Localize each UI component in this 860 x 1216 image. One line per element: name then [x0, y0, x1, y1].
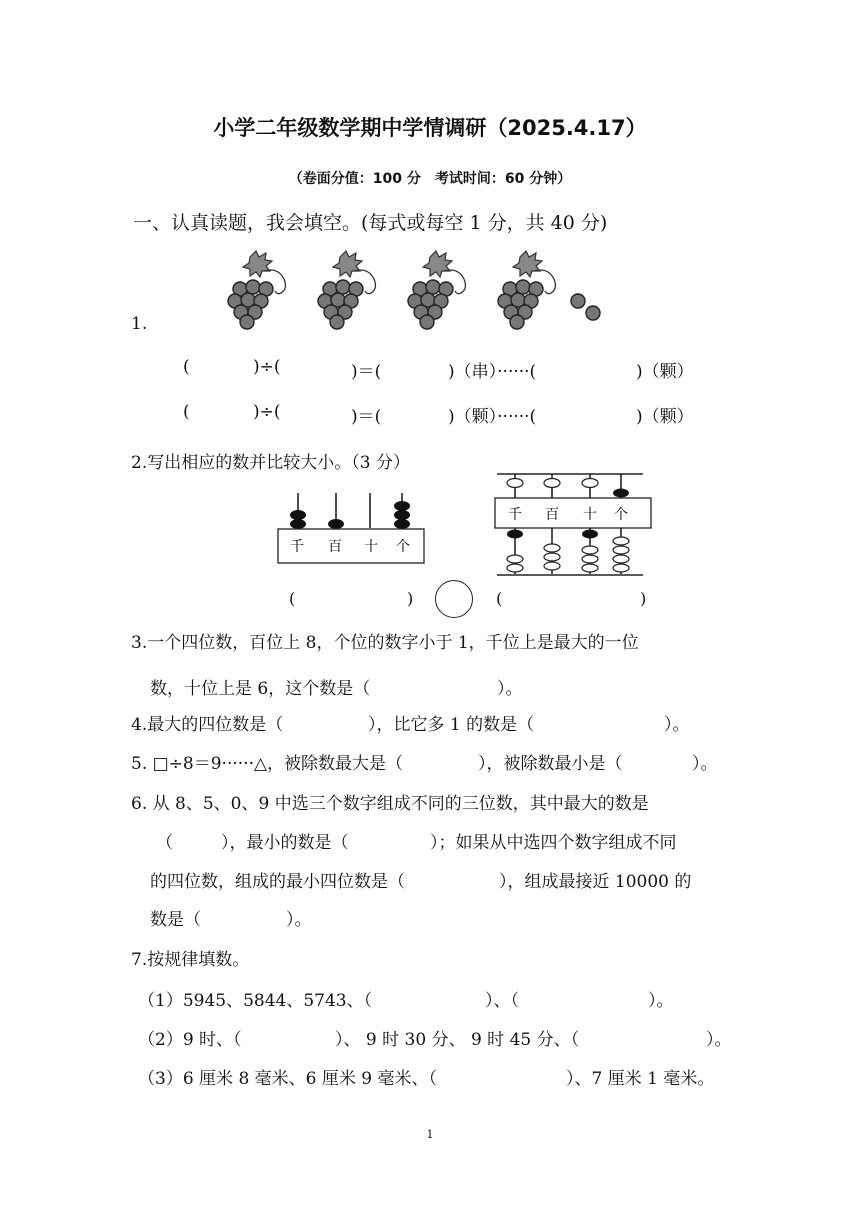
- q4-c: ）。: [664, 715, 690, 735]
- exam-info: （卷面分值：100 分 考试时间：60 分钟）: [288, 171, 572, 187]
- q6-line2-c: ）；如果从中选四个数字组成不同: [430, 833, 677, 853]
- q6-line2-b: ），最小的数是（: [221, 833, 349, 853]
- q6-line3-b: ），组成最接近 10000 的: [499, 872, 692, 892]
- answer-paren-right-open: (: [496, 589, 503, 608]
- q6-line3-a: 的四位数，组成的最小四位数是（: [150, 872, 405, 892]
- q7-s2-b: ）、 9 时 30 分、 9 时 45 分、（: [335, 1030, 580, 1050]
- section-heading: 一、认真读题，我会填空。(每式或每空 1 分，共 40 分): [133, 212, 608, 234]
- loose-grape: [586, 306, 600, 320]
- loose-grape: [571, 294, 585, 308]
- q3-line2-b: ）。: [497, 679, 523, 699]
- page-number: 1: [426, 1128, 434, 1141]
- abacus-left: [275, 488, 430, 568]
- answer-paren-right-close: ): [640, 589, 647, 608]
- q1-row1: ( )÷( )＝( )（串）······( )（颗）: [183, 357, 694, 382]
- q5-a: 5. □÷8＝9······△，被除数最大是（: [131, 754, 404, 774]
- q7-s1-a: （1）5945、5844、5743、（: [138, 991, 373, 1011]
- page-title: 小学二年级数学期中学情调研（2025.4.17）: [213, 116, 647, 140]
- svg-text:十: 十: [583, 507, 597, 523]
- q7-s1-c: ）。: [648, 991, 674, 1011]
- q5-b: ），被除数最小是（: [478, 754, 623, 774]
- q6-line1: 6. 从 8、5、0、9 中选三个数字组成不同的三位数，其中最大的数是: [131, 794, 649, 814]
- grapes-illustration: [215, 245, 615, 330]
- q6-line2-a: （: [156, 833, 173, 853]
- abacus-right: [493, 472, 663, 582]
- svg-text:个: 个: [614, 507, 628, 523]
- q1-number: 1.: [131, 314, 148, 334]
- grape-bunch: [228, 251, 285, 329]
- q4-b: ），比它多 1 的数是（: [368, 715, 535, 735]
- q1-row2: ( )÷( )＝( )（颗）······( )（颗）: [183, 402, 694, 427]
- q2-text: 2.写出相应的数并比较大小。（3 分）: [131, 453, 410, 473]
- svg-text:个: 个: [396, 539, 410, 555]
- q3-line1: 3.一个四位数，百位上 8，个位的数字小于 1，千位上是最大的一位: [131, 633, 639, 653]
- q3-line2-a: 数，十位上是 6，这个数是（: [150, 679, 371, 699]
- svg-text:百: 百: [545, 507, 559, 523]
- q6-line4-a: 数是（: [150, 910, 201, 930]
- grape-bunch: [498, 251, 555, 329]
- q7-s2-c: ）。: [706, 1030, 732, 1050]
- svg-text:十: 十: [364, 539, 378, 555]
- q7-s1-b: ）、（: [485, 991, 519, 1011]
- q7-s3-a: （3）6 厘米 8 毫米、6 厘米 9 毫米、（: [138, 1069, 438, 1089]
- svg-text:百: 百: [328, 539, 342, 555]
- q7-s3-b: ）、7 厘米 1 毫米。: [566, 1069, 715, 1089]
- q7-text: 7.按规律填数。: [131, 950, 250, 970]
- q6-line4-b: ）。: [286, 910, 312, 930]
- grape-bunch: [318, 251, 375, 329]
- q4-a: 4.最大的四位数是（: [131, 715, 284, 735]
- answer-paren-left-open: (: [289, 589, 296, 608]
- grape-bunch: [408, 251, 465, 329]
- svg-text:千: 千: [508, 507, 522, 523]
- q7-s2-a: （2）9 时、（: [138, 1030, 242, 1050]
- answer-paren-left-close: ): [407, 589, 414, 608]
- compare-circle[interactable]: [435, 580, 473, 618]
- q5-c: ）。: [692, 754, 718, 774]
- svg-text:千: 千: [290, 539, 304, 555]
